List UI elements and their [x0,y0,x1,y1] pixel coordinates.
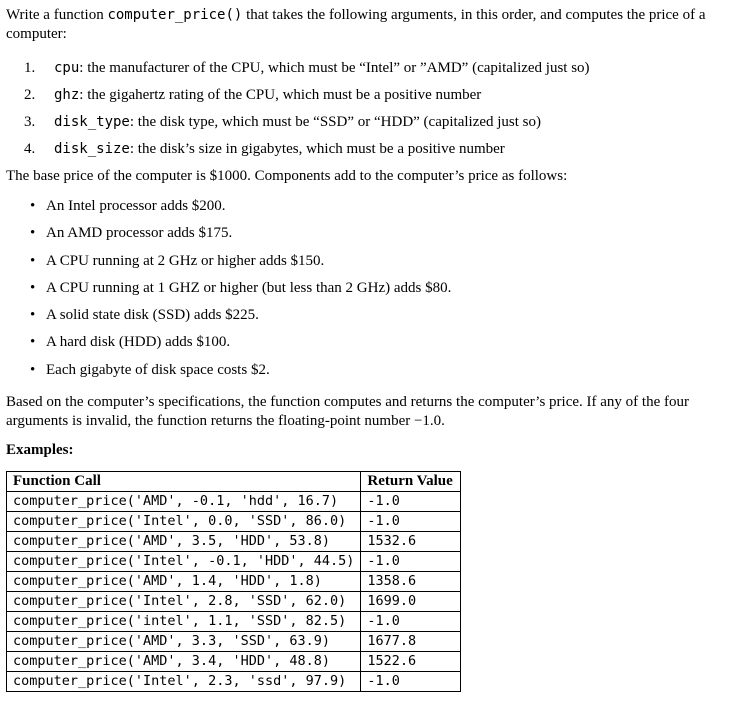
pricing-rule-text: A CPU running at 2 GHz or higher adds $150. [46,252,325,269]
argument-number: 2. [24,87,36,103]
pricing-rule-text: A CPU running at 1 GHZ or higher (but less than 2 GHz) adds $80. [46,279,452,296]
table-row [7,572,461,592]
function-call-cell: computer_price('AMD', 3.3, 'SSD', 63.9) [7,632,361,652]
argument-number: 4. [24,141,36,157]
argument-description: : the disk’s size in gigabytes, which must be a positive number [129,141,505,157]
return-value-cell: 1532.6 [361,532,461,552]
function-call-cell: computer_price('AMD', 1.4, 'HDD', 1.8) [7,572,361,592]
return-value-cell: 1522.6 [361,652,461,672]
bullet-icon: • [30,334,36,351]
argument-item [6,136,735,163]
argument-item [6,109,735,136]
function-call-cell: computer_price('AMD', -0.1, 'hdd', 16.7) [7,492,361,512]
pricing-rule-item [6,220,735,247]
intro-text-after: that takes the following arguments, in this order, and computes the price of a computer: [6,7,706,42]
table-row [7,632,461,652]
pricing-rule-item [6,275,735,302]
pricing-rule-item [6,357,735,384]
intro-text-before: Write a function [6,7,108,23]
table-row [7,512,461,532]
table-row [7,672,461,692]
bullet-icon: • [30,225,36,242]
bullet-icon: • [30,198,36,214]
argument-number: 3. [24,114,36,130]
return-value-cell: 1677.8 [361,632,461,652]
argument-number: 1. [24,60,36,76]
argument-description: : the disk type, which must be “SSD” or “HDD” (capitalized just so) [129,114,542,130]
table-row [7,652,461,672]
base-price-paragraph: The base price of the computer is $1000. Components add to the computer’s price as follows: [6,168,568,184]
argument-name: ghz [54,87,80,103]
pricing-rule-text: An Intel processor adds $200. [46,198,226,214]
argument-description: : the manufacturer of the CPU, which must be “Intel” or ”AMD” (capitalized just so) [79,60,590,76]
argument-name: cpu [54,60,80,76]
table-row [7,592,461,612]
column-header-return-value: Return Value [361,472,461,492]
examples-table [6,471,461,692]
bullet-icon: • [30,307,36,324]
pricing-rules-list [6,193,735,384]
argument-name: disk_size [54,141,130,157]
pricing-rule-item [6,248,735,275]
bullet-icon: • [30,361,36,378]
function-call-cell: computer_price('intel', 1.1, 'SSD', 82.5) [7,612,361,632]
table-row [7,612,461,632]
table-row [7,532,461,552]
table-row [7,492,461,512]
return-value-cell: -1.0 [361,612,461,632]
argument-item [6,55,735,82]
function-call-cell: computer_price('Intel', 2.8, 'SSD', 62.0) [7,592,361,612]
function-call-cell: computer_price('Intel', -0.1, 'HDD', 44.5) [7,552,361,572]
table-header-row [7,472,461,492]
function-call-cell: computer_price('Intel', 0.0, 'SSD', 86.0) [7,512,361,532]
argument-item [6,82,735,109]
function-call-cell: computer_price('AMD', 3.4, 'HDD', 48.8) [7,652,361,672]
bullet-icon: • [30,279,36,296]
description-paragraph: Based on the computer’s specifications, the function computes and returns the computer’s price. If any of the four arguments is invalid, the function returns the floating-point number −1.0. [6,394,689,430]
return-value-cell: -1.0 [361,492,461,512]
return-value-cell: -1.0 [361,552,461,572]
pricing-rule-text: A hard disk (HDD) adds $100. [46,334,231,351]
return-value-cell: -1.0 [361,512,461,532]
function-name: computer_price() [107,7,243,23]
pricing-rule-item [6,302,735,329]
function-call-cell: computer_price('Intel', 2.3, 'ssd', 97.9) [7,672,361,692]
function-call-cell: computer_price('AMD', 3.5, 'HDD', 53.8) [7,532,361,552]
argument-description: : the gigahertz rating of the CPU, which must be a positive number [79,87,482,103]
column-header-function-call: Function Call [7,472,361,492]
table-row [7,552,461,572]
return-value-cell: 1358.6 [361,572,461,592]
bullet-icon: • [30,252,36,269]
argument-list [6,55,735,163]
pricing-rule-item [6,329,735,356]
return-value-cell: -1.0 [361,672,461,692]
pricing-rule-text: Each gigabyte of disk space costs $2. [46,361,270,378]
argument-name: disk_type [54,114,130,130]
pricing-rule-text: A solid state disk (SSD) adds $225. [46,307,259,324]
examples-heading: Examples: [6,442,74,459]
return-value-cell: 1699.0 [361,592,461,612]
intro-paragraph [6,6,735,44]
pricing-rule-item [6,193,735,220]
pricing-rule-text: An AMD processor adds $175. [46,225,233,242]
